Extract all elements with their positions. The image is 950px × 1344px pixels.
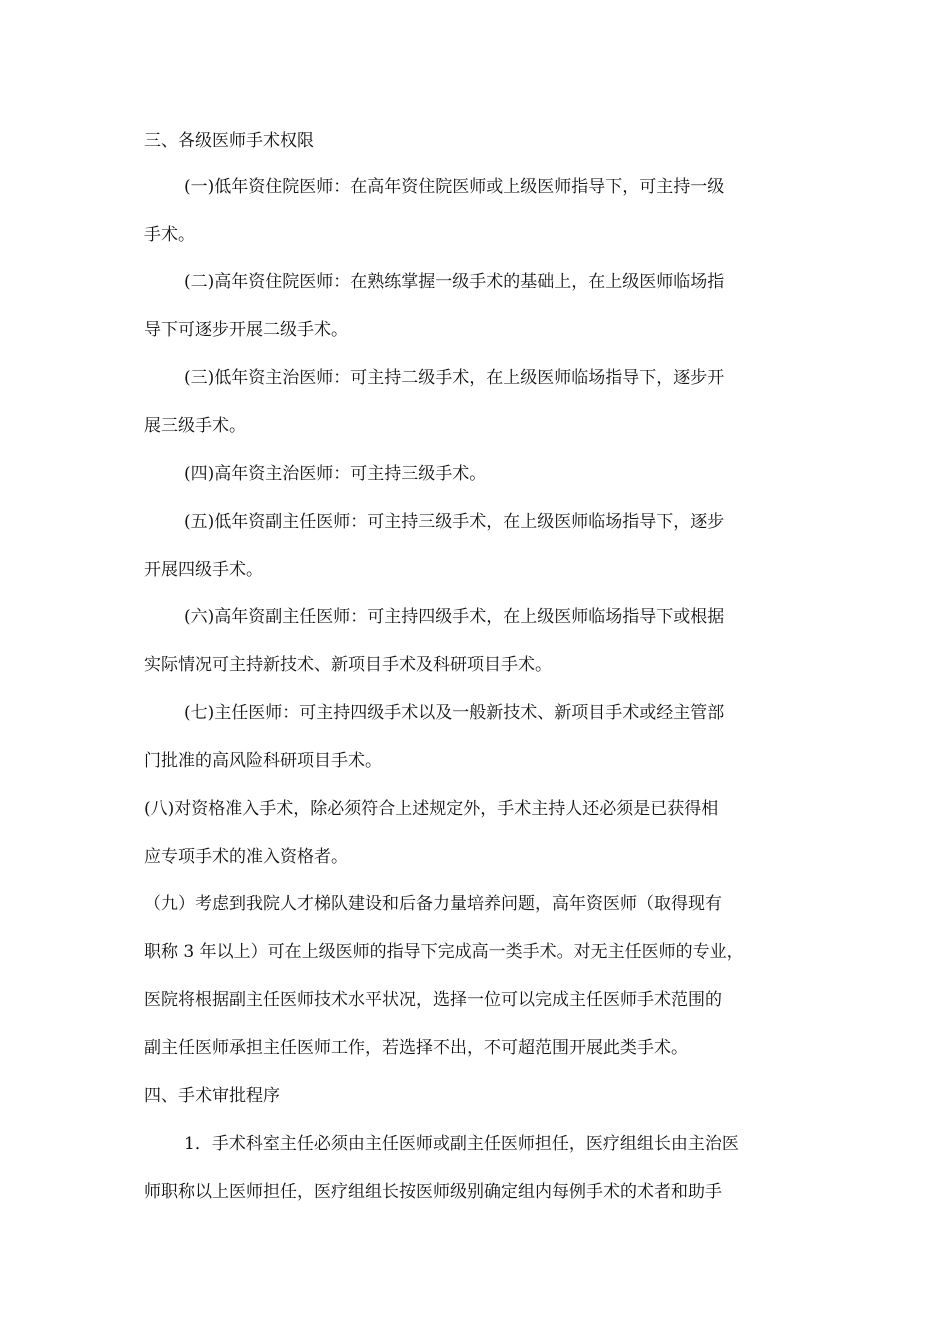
paragraph-line: (二)高年资住院医师：在熟练掌握一级手术的基础上，在上级医师临场指 [184,272,725,292]
paragraph-line: 导下可逐步开展二级手术。 [144,320,348,340]
paragraph-line: 职称 3 年以上）可在上级医师的指导下完成高一类手术。对无主任医师的专业， [144,942,744,962]
paragraph-line: 师职称以上医师担任，医疗组组长按医师级别确定组内每例手术的术者和助手 [144,1182,722,1202]
paragraph-line: 副主任医师承担主任医师工作，若选择不出，不可超范围开展此类手术。 [144,1038,688,1058]
paragraph-line: 1．手术科室主任必须由主任医师或副主任医师担任，医疗组组长由主治医 [184,1134,739,1154]
paragraph-line: （九）考虑到我院人才梯队建设和后备力量培养问题，高年资医师（取得现有 [144,894,722,914]
paragraph-line: 实际情况可主持新技术、新项目手术及科研项目手术。 [144,655,552,675]
paragraph-line: 应专项手术的准入资格者。 [144,847,348,867]
paragraph-line: 展三级手术。 [144,416,246,436]
paragraph-line: (三)低年资主治医师：可主持二级手术，在上级医师临场指导下，逐步开 [184,368,725,388]
paragraph-line: (六)高年资副主任医师：可主持四级手术，在上级医师临场指导下或根据 [184,607,725,627]
paragraph-line: (七)主任医师：可主持四级手术以及一般新技术、新项目手术或经主管部 [184,703,725,723]
paragraph-line: 门批准的高风险科研项目手术。 [144,751,382,771]
paragraph-line: (一)低年资住院医师：在高年资住院医师或上级医师指导下，可主持一级 [184,177,725,197]
paragraph-line: (八)对资格准入手术，除必须符合上述规定外，手术主持人还必须是已获得相 [144,799,719,819]
paragraph-line: (四)高年资主治医师：可主持三级手术。 [184,464,487,484]
section-heading: 四、手术审批程序 [144,1086,280,1106]
paragraph-line: 开展四级手术。 [144,560,263,580]
paragraph-line: (五)低年资副主任医师：可主持三级手术，在上级医师临场指导下，逐步 [184,512,725,532]
paragraph-line: 医院将根据副主任医师技术水平状况，选择一位可以完成主任医师手术范围的 [144,990,722,1010]
paragraph-line: 手术。 [144,225,195,245]
section-heading: 三、各级医师手术权限 [144,131,314,151]
